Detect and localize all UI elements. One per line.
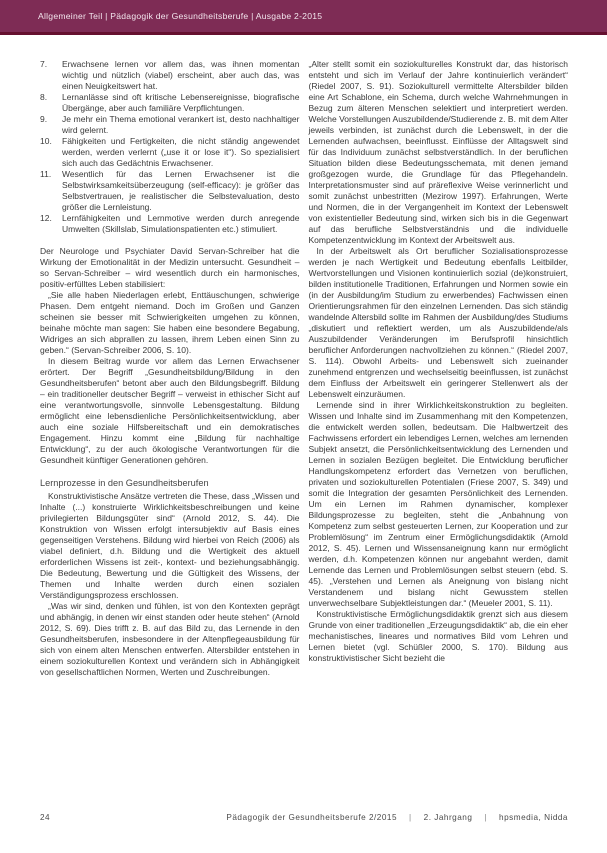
list-item-text: Fähigkeiten und Fertigkeiten, die nicht ständig angewendet werden, werden verlernt („use it or lose it“). So spezialisiert sich auch das Gedächtnis Erwachsener. xyxy=(62,136,300,168)
page-body xyxy=(40,59,568,807)
page-header-bar xyxy=(0,0,607,35)
numbered-list xyxy=(40,59,300,235)
right-column xyxy=(309,59,569,807)
list-item xyxy=(40,136,300,169)
paragraph-spacer xyxy=(40,235,300,246)
page-number: 24 xyxy=(40,813,51,822)
list-item xyxy=(40,114,300,136)
paragraph: Konstruktivistische Ermöglichungsdidaktik grenzt sich aus diesem Grunde von einer traditionellen „Erzeugungsdidaktik“ ab, die ein eher mechanistisches, lineares und normatives Bild vom Lehren und Lernen bietet (vgl. Schüßler 2000, S. 170). Bildung aus konstruktivistischer Sicht bezieht die xyxy=(308,609,568,663)
list-item-number: 10. xyxy=(40,136,52,146)
list-item-text: Wesentlich für das Lernen Erwachsener ist die Selbstwirksamkeitsüberzeugung (self-efficacy): je größer das Selbstvertrauen, je realistischer die Selbstevaluation, desto größer die Lernleistung. xyxy=(62,169,300,212)
list-item xyxy=(40,59,300,92)
footer-journal-info xyxy=(226,813,568,822)
list-item-text: Lernfähigkeiten und Lernmotive werden durch anregende Umwelten (Skillslab, Simulationspatienten etc.) stimuliert. xyxy=(62,213,300,234)
footer-segment: hpsmedia, Nidda xyxy=(499,813,568,822)
footer-segment: Pädagogik der Gesundheitsberufe 2/2015 xyxy=(226,813,398,822)
footer-separator: | xyxy=(409,813,412,822)
header-breadcrumb: Allgemeiner Teil | Pädagogik der Gesundheitsberufe | Ausgabe 2-2015 xyxy=(38,11,323,21)
list-item-text: Lernanlässe sind oft kritische Lebensereignisse, biografische Übergänge, aber auch familiäre Verpflichtungen. xyxy=(62,92,300,113)
list-item xyxy=(40,213,300,235)
paragraph: Der Neurologe und Psychiater David Servan-Schreiber hat die Wirkung der Emotionalität in der Medizin untersucht. Gesundheit – so Servan-Schreiber – wird wesentlich durch ein harmonisches, positiv-erfülltes Leben stabilisiert: xyxy=(40,246,300,289)
paragraph: „Was wir sind, denken und fühlen, ist von den Kontexten geprägt und abhängig, in denen wir einst standen oder heute stehen“ (Arnold 2012, S. 69). Dies trifft z. B. auf das Bild zu, das Lernende in den Gesundheitsberufen, insbesondere in der Altenpflegeausbildung für sich von einem alten Menschen entwerfen. Altersbilder entstehen in einem soziokulturellen Kontext und verändern sich in Abhängigkeit von gesellschaftlichen Normen, Werten und Zuschreibungen. xyxy=(40,601,300,677)
paragraph: Lernende sind in ihrer Wirklichkeitskonstruktion zu begleiten. Wissen und Inhalte sind im Zusammenhang mit den Kompetenzen, die entwickelt werden sollen, bedeutsam. Die Halbwertzeit des Fachwissens erfordert ein lebendiges Lernen, welches am lernenden Subjekt ansetzt, die Persönlichkeitsentwicklung des Lernenden und Lernen in sozialen Bezügen begleitet. Die Entwicklung beruflicher Handlungskompetenz erfordert das Vernetzen von beruflichen, privaten und soziokulturellen Potentialen (Friese 2007, S. 349) und somit die Integration der gesamten Persönlichkeit des Lernenden. Um ein Lernen im Rahmen dynamischer, komplexer Bildungsprozesse zu begleiten, steht die „Anbahnung von Kompetenz zum selbst gesteuerten Lernen, zur Kooperation und zur Problemlösung“ im Zentrum einer Ermöglichungsdidaktik (Arnold 2012, S. 45). Lernen und Wissensaneignung kann nur ermöglicht werden, d.h. Kompetenzen können nur angebahnt werden, damit Lernende das Lernen und Problemlösungen selbst steuern (ebd. S. 45). „Verstehen und Lernen als Aneignung von bislang nicht Verstandenem und bislang nicht Gewusstem stellen unverwechselbare Subjektleistungen dar.“ (Meueler 2001, S. 11). xyxy=(308,400,568,608)
list-item-text: Erwachsene lernen vor allem das, was ihnen momentan wichtig und nützlich (viabel) erscheint, aber auch das, was einen Neuigkeitswert hat. xyxy=(62,59,300,91)
list-item-text: Je mehr ein Thema emotional verankert ist, desto nachhaltiger wird gelernt. xyxy=(62,114,300,135)
list-item-number: 9. xyxy=(40,114,48,124)
paragraph: Konstruktivistische Ansätze vertreten die These, dass „Wissen und Inhalte (...) konstruierte Wirklichkeitsbeschreibungen und keine privilegierten Bildungsgüter sind“ (Arnold 2012, S. 44). Die Konstruktion von Wissen erfolgt intersubjektiv auf Basis eines gegenseitigen Verstehens. Bildung wird hierbei von Reich (2006) als viabel definiert, d.h. Bildung und die Wertigkeit des aktuell erforderlichen Wissens ist zeit-, kontext- und beziehungsabhängig. Die Bedeutung, Bewertung und die Gültigkeit des Wissens, der Themen und Inhalte werden durch einen sozialen Verständigungsprozess erschlossen. xyxy=(40,491,300,600)
footer-separator: | xyxy=(484,813,488,822)
paragraph-spacer xyxy=(40,466,300,477)
paragraph: „Sie alle haben Niederlagen erlebt, Enttäuschungen, schwierige Phasen. Dem entgeht niemand. Doch im Großen und Ganzen scheinen sie besser mit Schwierigkeiten umgehen zu können, beinahe möchte man sagen: Sie haben eine besondere Begabung, Widriges an sich abprallen zu lassen, ihrem Leben einen Sinn zu geben.“ (Servan-Schreiber 2006, S. 10). xyxy=(40,290,300,355)
paragraph: In diesem Beitrag wurde vor allem das Lernen Erwachsener erörtert. Der Begriff „Gesundheitsbildung/Bildung in den Gesundheitsberufen“ betont aber auch den Bildungsbegriff. Bildung – ein traditioneller deutscher Begriff – verweist in ethischer Sicht auf eine verantwortungsvolle, sinnvolle Lebensgestaltung. Bildung ermöglicht eine lebensdienliche Persönlichkeitsentwicklung, aber auch eine soziale Hilfsbereitschaft und ein demokratisches Engagement. Hinzu kommt eine „Bildung für nachhaltige Entwicklung“, zu der auch ökologische Verantwortungen für die Gesundheit künftiger Generationen gehören. xyxy=(40,356,300,465)
paragraph: „Alter stellt somit ein soziokulturelles Konstrukt dar, das historisch entsteht und sich im Verlauf der Jahre kontinuierlich verändert“ (Riedel 2007, S. 91). Soziokulturell vermittelte Altersbilder bilden eine Art Schablone, ein Schema, durch welche Wahrnehmungen in Bezug zum älteren Menschen selektiert und interpretiert werden. Welche Vorstellungen Auszubildende/Studierende z. B. mit dem Alter jeweils verbinden, ist zunächst durch die Lebenswelt, in der die Lernenden aufwachsen, beeinflusst. Einflüsse der Alltagswelt sind für das Individuum zunächst selbstverständlich. In der beruflichen Situation bilden diese Bedeutungsschemata, mit denen jemand großgezogen wurde, die Grundlage für das Pflegehandeln. Interpretationsmuster sind auf präreflexive Weise verinnerlicht und somit zunächst unbestritten (Mezirow 1997). Erfahrungen, Werte und Normen, die in der Vergangenheit im Kontext der Lebenswelt von existentieller Bedeutung sind, wirken sich bis in die Gegenwart auf das berufliche Selbstverständnis und die individuelle Kompetenzentwicklung im Kontext der Arbeitswelt aus. xyxy=(308,59,568,245)
list-item-number: 7. xyxy=(40,59,48,69)
left-column xyxy=(40,59,300,807)
list-item-number: 11. xyxy=(40,169,52,179)
paragraph: In der Arbeitswelt als Ort beruflicher Sozialisationsprozesse werden je nach Wertigkeit und Bedeutung ebenfalls Leitbilder, Wertvorstellungen und Visionen kontinuierlich sozial (de)konstruiert, bilden institutionelle Traditionen, Erfahrungen und Normen sowie ein (in der Ausbildung/im Studium zu erwerbendes) Fachwissen einen Orientierungsrahmen für den einzelnen Lernenden. Das sich ständig wandelnde Altersbild sollte im Rahmen der Ausbildung/des Studiums „diskutiert und reflektiert werden, um als Auszubildende/als Auszubildender Veränderungen im Berufsprofil hinsichtlich beruflicher Anforderungen nachvollziehen zu können.“ (Riedel 2007, S. 114). Obwohl Arbeits- und Lebenswelt sich zueinander zunehmend entgrenzen und wechselseitig beeinflussen, ist zunächst dem Einfluss der Arbeitswelt ein geringerer Stellenwert als der Lebenswelt einzuräumen. xyxy=(308,246,568,399)
list-item xyxy=(40,92,300,114)
list-item xyxy=(40,169,300,213)
list-item-number: 8. xyxy=(40,92,48,102)
section-heading: Lernprozesse in den Gesundheitsberufen xyxy=(40,478,209,488)
page-footer xyxy=(40,813,568,822)
list-item-number: 12. xyxy=(40,213,52,223)
footer-segment: 2. Jahrgang xyxy=(423,813,473,822)
